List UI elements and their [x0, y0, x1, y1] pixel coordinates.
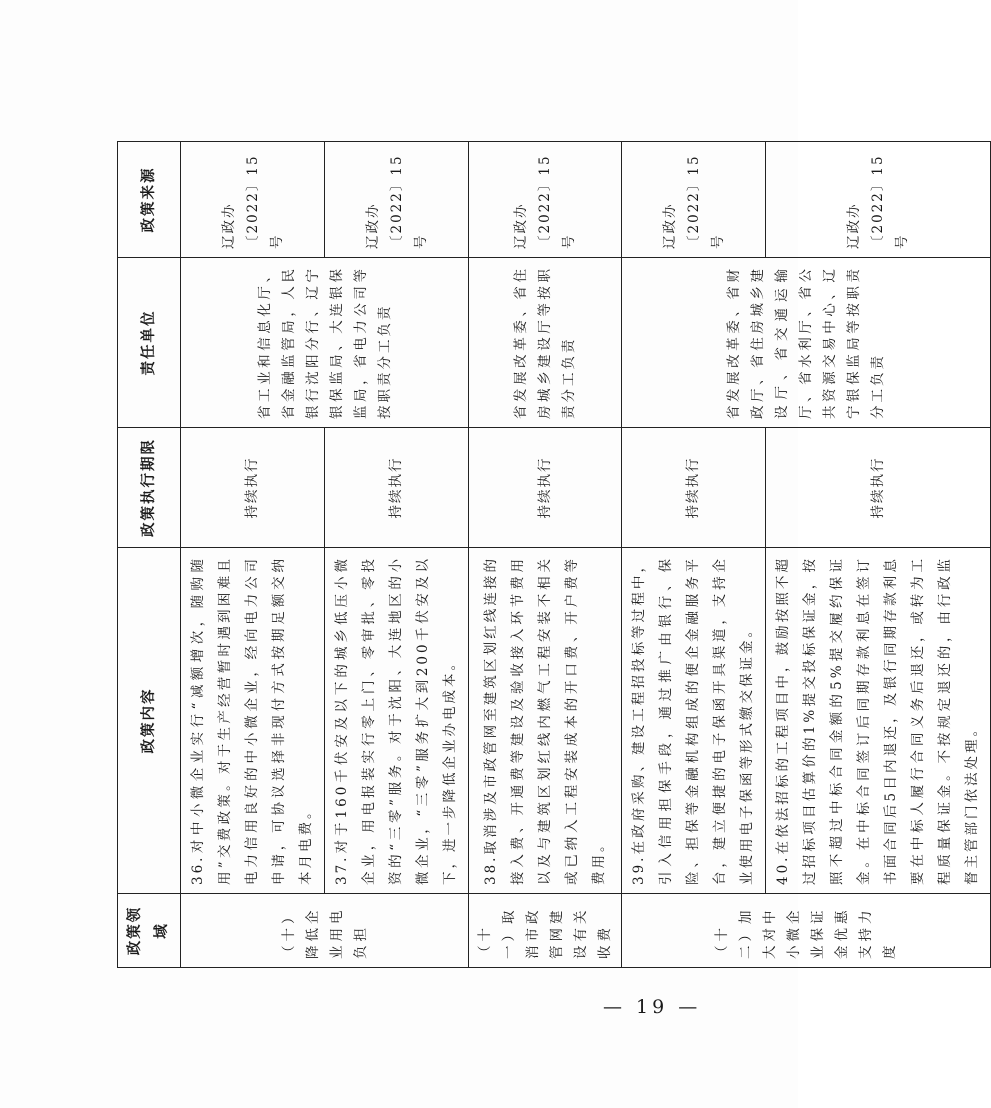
- policy-content-cell: 36.对中小微企业实行“减额增次，随购随用”交费政策。对于生产经营暂时遇到困难且电力信用良好的中小微企业，经向电力公司申请，可协议选择非现付方式按期足额交纳本月电费。: [181, 548, 325, 894]
- policy-table: [117, 141, 991, 968]
- execution-period-cell: 持续执行: [181, 428, 325, 548]
- header-policy-source: 政策来源: [118, 142, 181, 258]
- policy-source-cell: 辽政办〔2022〕15号: [622, 142, 766, 258]
- header-responsible-unit: 责任单位: [118, 258, 181, 428]
- policy-content-cell: 38.取消涉及市政管网至建筑区划红线连接的接入费、开通费等建设及验收接入环节费用以及与建筑区划红线内燃气工程安装不相关或已纳入工程安装成本的开口费、开户费等费用。: [469, 548, 622, 894]
- page-number: — 19 —: [603, 996, 702, 1018]
- table-row: [469, 142, 622, 968]
- table-row: [622, 142, 766, 968]
- execution-period-cell: 持续执行: [469, 428, 622, 548]
- policy-source-cell: 辽政办〔2022〕15号: [325, 142, 469, 258]
- responsible-unit-cell: 省发展改革委、省财政厅、省住房城乡建设厅、省交通运输厅、省水利厅、省公共资源交易中心、辽宁银保监局等按职责分工负责: [622, 258, 991, 428]
- policy-area-cell: （十二）加大对中小微企业保证金优惠支持力度: [622, 894, 991, 968]
- header-execution-period: 政策执行期限: [118, 428, 181, 548]
- policy-source-cell: 辽政办〔2022〕15号: [766, 142, 991, 258]
- responsible-unit-cell: 省发展改革委、省住房城乡建设厅等按职责分工负责: [469, 258, 622, 428]
- policy-source-cell: 辽政办〔2022〕15号: [181, 142, 325, 258]
- policy-area-cell: （十一）取消市政管网建设有关收费: [469, 894, 622, 968]
- policy-content-cell: 39.在政府采购、建设工程招投标等过程中，引入信用担保手段，通过推广由银行、保险、担保等金融机构组成的便企金融服务平台，建立便捷的电子保函开具渠道，支持企业使用电子保函等形式缴交保证金。: [622, 548, 766, 894]
- execution-period-cell: 持续执行: [622, 428, 766, 548]
- policy-source-cell: 辽政办〔2022〕15号: [469, 142, 622, 258]
- rotated-policy-table-container: [117, 142, 980, 968]
- table-row: [181, 142, 325, 968]
- policy-content-cell: 40.在依法招标的工程项目中，鼓励按照不超过招标项目估算价的1%提交投标保证金，按照不超过中标合同金额的5%提交履约保证金。在中标合同签订后同期存款利息在签订书面合同后5日内退还，及银行同期存款利息要在中标人履行合同义务后退还，或转为工程质量保证金。不按规定退还的，由行政监督主管部门依法处理。: [766, 548, 991, 894]
- header-policy-area: 政策领域: [118, 894, 181, 968]
- table-header-row: [118, 142, 181, 968]
- responsible-unit-cell: 省工业和信息化厅、省金融监管局，人民银行沈阳分行、辽宁银保监局、大连银保监局，省电力公司等按职责分工负责: [181, 258, 469, 428]
- header-policy-content: 政策内容: [118, 548, 181, 894]
- policy-area-cell: （十）降低企业用电负担: [181, 894, 469, 968]
- execution-period-cell: 持续执行: [325, 428, 469, 548]
- execution-period-cell: 持续执行: [766, 428, 991, 548]
- policy-content-cell: 37.对于160千伏安及以下的城乡低压小微企业，用电报装实行零上门、零审批、零投资的“三零”服务。对于沈阳、大连地区的小微企业，“三零”服务扩大到200千伏安及以下，进一步降低企业办电成本。: [325, 548, 469, 894]
